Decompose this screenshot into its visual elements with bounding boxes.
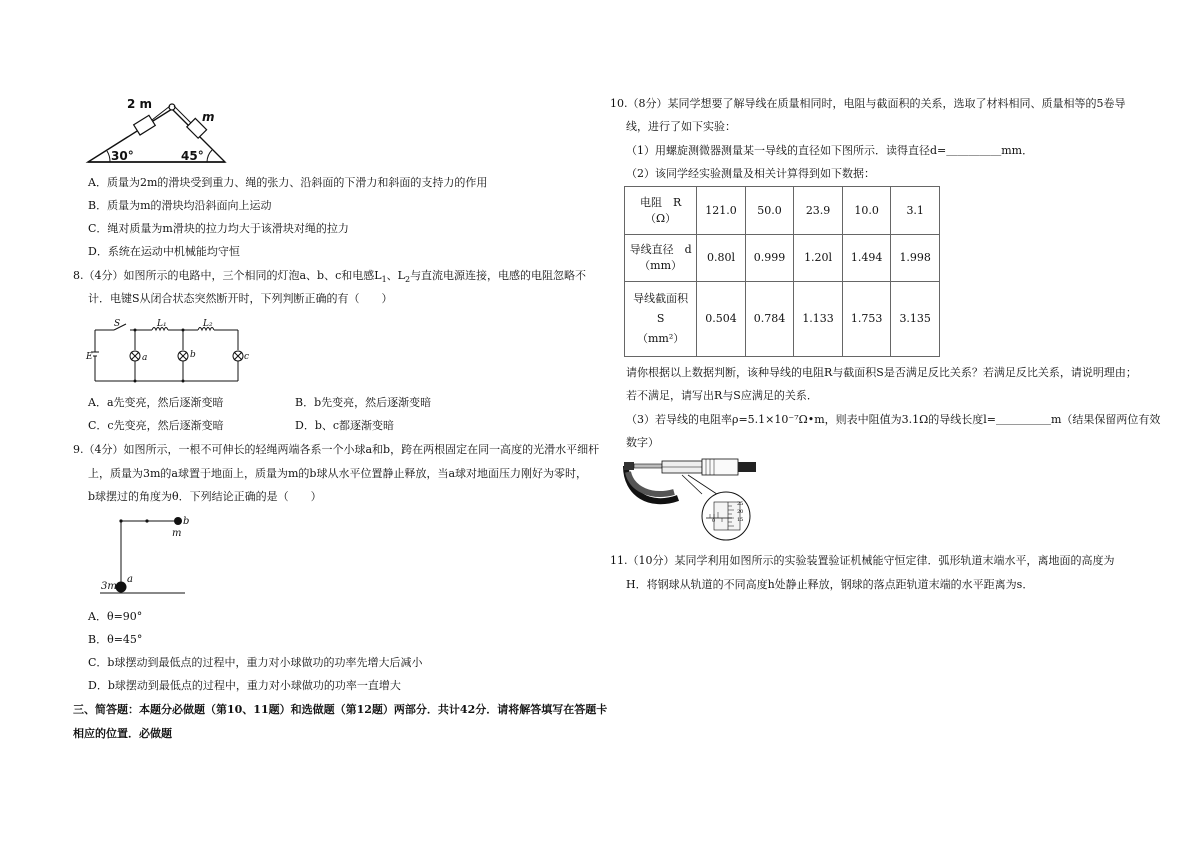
- battery-label: E: [86, 352, 93, 362]
- section3-heading-line1: 三、简答题：本题分必做题（第10、11题）和选做题（第12题）两部分．共计42分．请将解答填写在答题卡: [73, 703, 608, 716]
- micrometer-tick-25: 25: [737, 501, 744, 507]
- angle-45: 45°: [181, 149, 204, 163]
- table-row: [625, 187, 940, 235]
- micrometer-tick-15: 15: [737, 517, 744, 523]
- ball-a-mass: 3m: [101, 581, 117, 592]
- table-cell: 3.135: [891, 282, 940, 357]
- q7-option-c: C．绳对质量为m滑块的拉力均大于该滑块对绳的拉力: [88, 222, 349, 235]
- q9-stem-line3: b球摆过的角度为θ．下列结论正确的是（ ）: [88, 490, 322, 503]
- q11-stem-line2: H．将钢球从轨道的不同高度h处静止释放，钢球的落点距轨道末端的水平距离为s．: [626, 578, 1034, 591]
- q11-stem-line1: 11.（10分）某同学利用如图所示的实验装置验证机械能守恒定律．弧形轨道末端水平，离地面的高度为: [610, 554, 1115, 567]
- q9-option-c: C．b球摆动到最低点的过程中，重力对小球做功的功率先增大后减小: [88, 656, 423, 669]
- q8-option-a: A．a先变亮，然后逐渐变暗: [88, 396, 224, 409]
- micrometer-tick-0: 0: [712, 518, 716, 524]
- q10-stem-line1: 10.（8分）某同学想要了解导线在质量相同时，电阻与截面积的关系，选取了材料相同、质量相等的5卷导: [610, 97, 1126, 110]
- table-cell: 121.0: [697, 187, 746, 235]
- table-cell: 0.784: [745, 282, 794, 357]
- q8-option-b: B．b先变亮，然后逐渐变暗: [295, 396, 432, 409]
- row-header: 导线截面积 S （mm²）: [625, 282, 697, 357]
- table-cell: 0.504: [697, 282, 746, 357]
- table-cell: 3.1: [891, 187, 940, 235]
- q10-question-line2: 若不满足，请写出R与S应满足的关系．: [626, 389, 818, 402]
- table-row: [625, 235, 940, 282]
- table-cell: 0.999: [745, 235, 794, 282]
- q8-stem-line2: 计．电键S从闭合状态突然断开时，下列判断正确的有（ ）: [88, 292, 393, 305]
- table-cell: 1.133: [794, 282, 843, 357]
- q10-part2: （2）该同学经实验测量及相关计算得到如下数据：: [626, 167, 875, 180]
- q10-question-line1: 请你根据以上数据判断，该种导线的电阻R与截面积S是否满足反比关系？若满足反比关系，请说明理由；: [626, 366, 1137, 379]
- inductor-l2-label: L₂: [203, 319, 213, 329]
- q9-stem-line2: 上，质量为3m的a球置于地面上，质量为m的b球从水平位置静止释放，当a球对地面压力刚好为零时，: [88, 467, 588, 480]
- incline-figure: [85, 95, 235, 167]
- table-cell: 23.9: [794, 187, 843, 235]
- table-row: [625, 282, 940, 357]
- inductor-l1-label: L₁: [157, 319, 167, 329]
- ball-b-label: b: [183, 516, 190, 527]
- q10-stem-line2: 线，进行了如下实验：: [626, 120, 736, 133]
- q10-data-table: [624, 186, 940, 357]
- q10-part1: （1）用螺旋测微器测量某一导线的直径如下图所示．读得直径d=＿＿＿＿＿mm．: [626, 144, 1034, 157]
- ball-b-mass: m: [172, 528, 182, 539]
- table-cell: 0.80l: [697, 235, 746, 282]
- q9-stem-line1: 9.（4分）如图所示，一根不可伸长的轻绳两端各系一个小球a和b，跨在两根固定在同一高度的光滑水平细杆: [73, 443, 600, 456]
- lamp-c-label: c: [244, 352, 250, 362]
- q9-option-d: D．b球摆动到最低点的过程中，重力对小球做功的功率一直增大: [88, 679, 401, 692]
- q9-option-a: A．θ=90°: [88, 610, 143, 623]
- angle-30: 30°: [111, 149, 134, 163]
- table-cell: 1.494: [842, 235, 891, 282]
- q7-option-b: B．质量为m的滑块均沿斜面向上运动: [88, 199, 272, 212]
- table-cell: 1.998: [891, 235, 940, 282]
- table-cell: 1.753: [842, 282, 891, 357]
- table-cell: 50.0: [745, 187, 794, 235]
- q8-option-c: C．c先变亮，然后逐渐变暗: [88, 419, 224, 432]
- q7-option-d: D．系统在运动中机械能均守恒: [88, 245, 240, 258]
- lamp-a-label: a: [142, 353, 148, 363]
- micrometer-tick-20: 20: [737, 509, 744, 515]
- table-cell: 1.20l: [794, 235, 843, 282]
- q8-option-d: D．b、c都逐渐变暗: [295, 419, 395, 432]
- switch-label: S: [114, 319, 121, 329]
- q7-option-a: A．质量为2m的滑块受到重力、绳的张力、沿斜面的下滑力和斜面的支持力的作用: [88, 176, 488, 189]
- q8-stem-line1: 8.（4分）如图所示的电路中，三个相同的灯泡a、b、c和电感$L_1$、$L_2$与直流电源连接，电感的电阻忽略不: [73, 269, 587, 285]
- q10-part3-cont: 数字）: [626, 436, 659, 449]
- ball-a-label: a: [127, 574, 133, 585]
- label-2m: 2 m: [127, 97, 153, 111]
- micrometer-figure: [622, 456, 762, 542]
- lamp-b-label: b: [190, 350, 196, 360]
- q10-part3: （3）若导线的电阻率ρ=5.1×10⁻⁷Ω•m，则表中阻值为3.1Ω的导线长度l=＿＿＿＿＿m（结果保留两位有效: [626, 413, 1161, 426]
- section3-heading-line2: 相应的位置．必做题: [73, 727, 172, 740]
- row-header: 电阻 R （Ω）: [625, 187, 697, 235]
- table-cell: 10.0: [842, 187, 891, 235]
- q9-option-b: B．θ=45°: [88, 633, 143, 646]
- row-header: 导线直径 d （mm）: [625, 235, 697, 282]
- label-m: m: [202, 110, 215, 124]
